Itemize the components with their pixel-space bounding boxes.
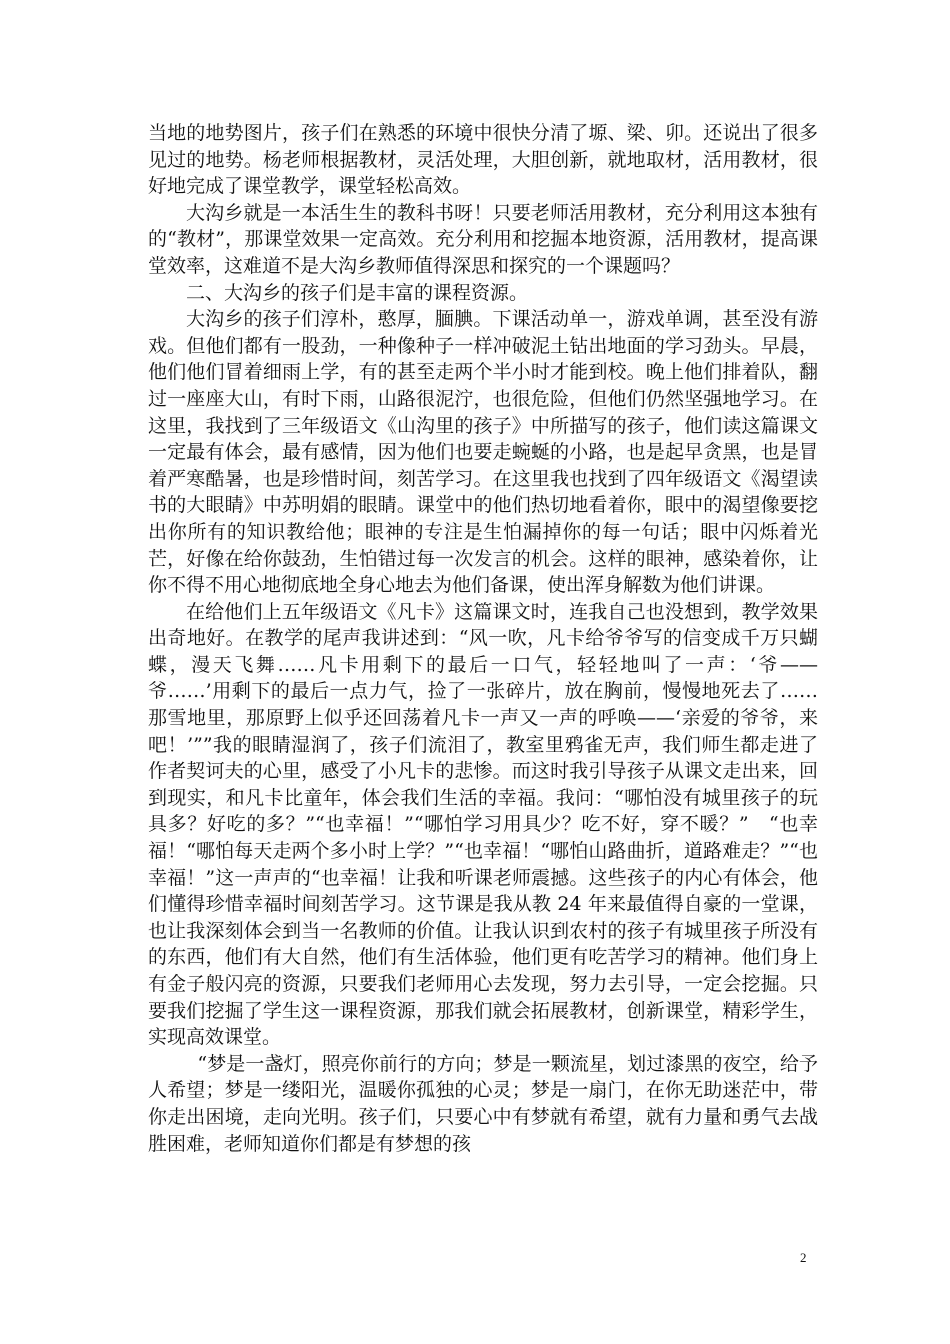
paragraph-vanka-lesson: 在给他们上五年级语文《凡卡》这篇课文时，连我自己也没想到，教学效果出奇地好。在教学的尾声我讲述到：“风一吹，凡卡给爷爷写的信变成千万只蝴蝶，漫天飞舞……凡卡用剩下的最后一口气，轻轻地叫了一声：‘爷——爷……’用剩下的最后一点力气，捡了一张碎片，放在胸前，慢慢地死去了……那雪地里，那原野上似乎还回荡着凡卡一声又一声的呼唤——‘亲爱的爷爷，来吧！’””我的眼睛湿润了，孩子们流泪了，教室里鸦雀无声，我们师生都走进了作者契诃夫的心里，感受了小凡卡的悲惨。而这时我引导孩子从课文走出来，回到现实，和凡卡比童年，体会我们生活的幸福。我问：“哪怕没有城里孩子的玩具多？好吃的多？”“也幸福！”“哪怕学习用具少？吃不好，穿不暖？” “也幸福！“哪怕每天走两个多小时上学？”“也幸福！“哪怕山路曲折，道路难走？”“也幸福！”这一声声的“也幸福！让我和听课老师震撼。这些孩子的内心有体会，他们懂得珍惜幸福时间刻苦学习。这节课是我从教 24 年来最值得自豪的一堂课，也让我深刻体会到当一名教师的价值。让我认识到农村的孩子有城里孩子所没有的东西，他们有大自然，他们有生活体验，他们更有吃苦学习的精神。他们身上有金子般闪亮的资源，只要我们老师用心去发现，努力去引导，一定会挖掘。只要我们挖掘了学生这一课程资源，那我们就会拓展教材，创新课堂，精彩学生，实现高效课堂。 (148, 600, 818, 1049)
paragraph-textbook: 大沟乡就是一本活生生的教科书呀！只要老师活用教材，充分利用这本独有的“教材”，那课堂效果一定高效。充分利用和挖掘本地资源，活用教材，提高课堂效率，这难道不是大沟乡教师值得深思和探究的一个课题吗？ (148, 201, 818, 277)
page-number: 2 (800, 1250, 807, 1265)
section-heading-two: 二、大沟乡的孩子们是丰富的课程资源。 (186, 281, 529, 304)
paragraph-continuation: 当地的地势图片，孩子们在熟悉的环境中很快分清了塬、梁、卯。还说出了很多见过的地势。杨老师根据教材，灵活处理，大胆创新，就地取材，活用教材，很好地完成了课堂教学，课堂轻松高效。 (148, 122, 818, 198)
document-body (148, 120, 818, 1157)
paragraph-dream-quote: “梦是一盏灯，照亮你前行的方向；梦是一颗流星，划过漆黑的夜空，给予人希望；梦是一缕阳光，温暖你孤独的心灵；梦是一扇门，在你无助迷茫中，带你走出困境，走向光明。孩子们，只要心中有梦就有希望，就有力量和勇气去战胜困难，老师知道你们都是有梦想的孩 (148, 1052, 818, 1155)
paragraph-children: 大沟乡的孩子们淳朴，憨厚，腼腆。下课活动单一，游戏单调，甚至没有游戏。但他们都有一股劲，一种像种子一样冲破泥土钻出地面的学习劲头。早晨，他们他们冒着细雨上学，有的甚至走两个半小时才能到校。晚上他们排着队，翻过一座座大山，有时下雨，山路很泥泞，也很危险，但他们仍然坚强地学习。在这里，我找到了三年级语文《山沟里的孩子》中所描写的孩子，他们读这篇课文一定最有体会，最有感情，因为他们也要走蜿蜒的小路，也是起早贪黑，也是冒着严寒酷暑，也是珍惜时间，刻苦学习。在这里我也找到了四年级语文《渴望读书的大眼睛》中苏明娟的眼睛。课堂中的他们热切地看着你，眼中的渴望像要挖出你所有的知识教给他；眼神的专注是生怕漏掉你的每一句话；眼中闪烁着光芒，好像在给你鼓劲，生怕错过每一次发言的机会。这样的眼神，感染着你，让你不得不用心地彻底地全身心地去为他们备课，使出浑身解数为他们讲课。 (148, 308, 818, 597)
